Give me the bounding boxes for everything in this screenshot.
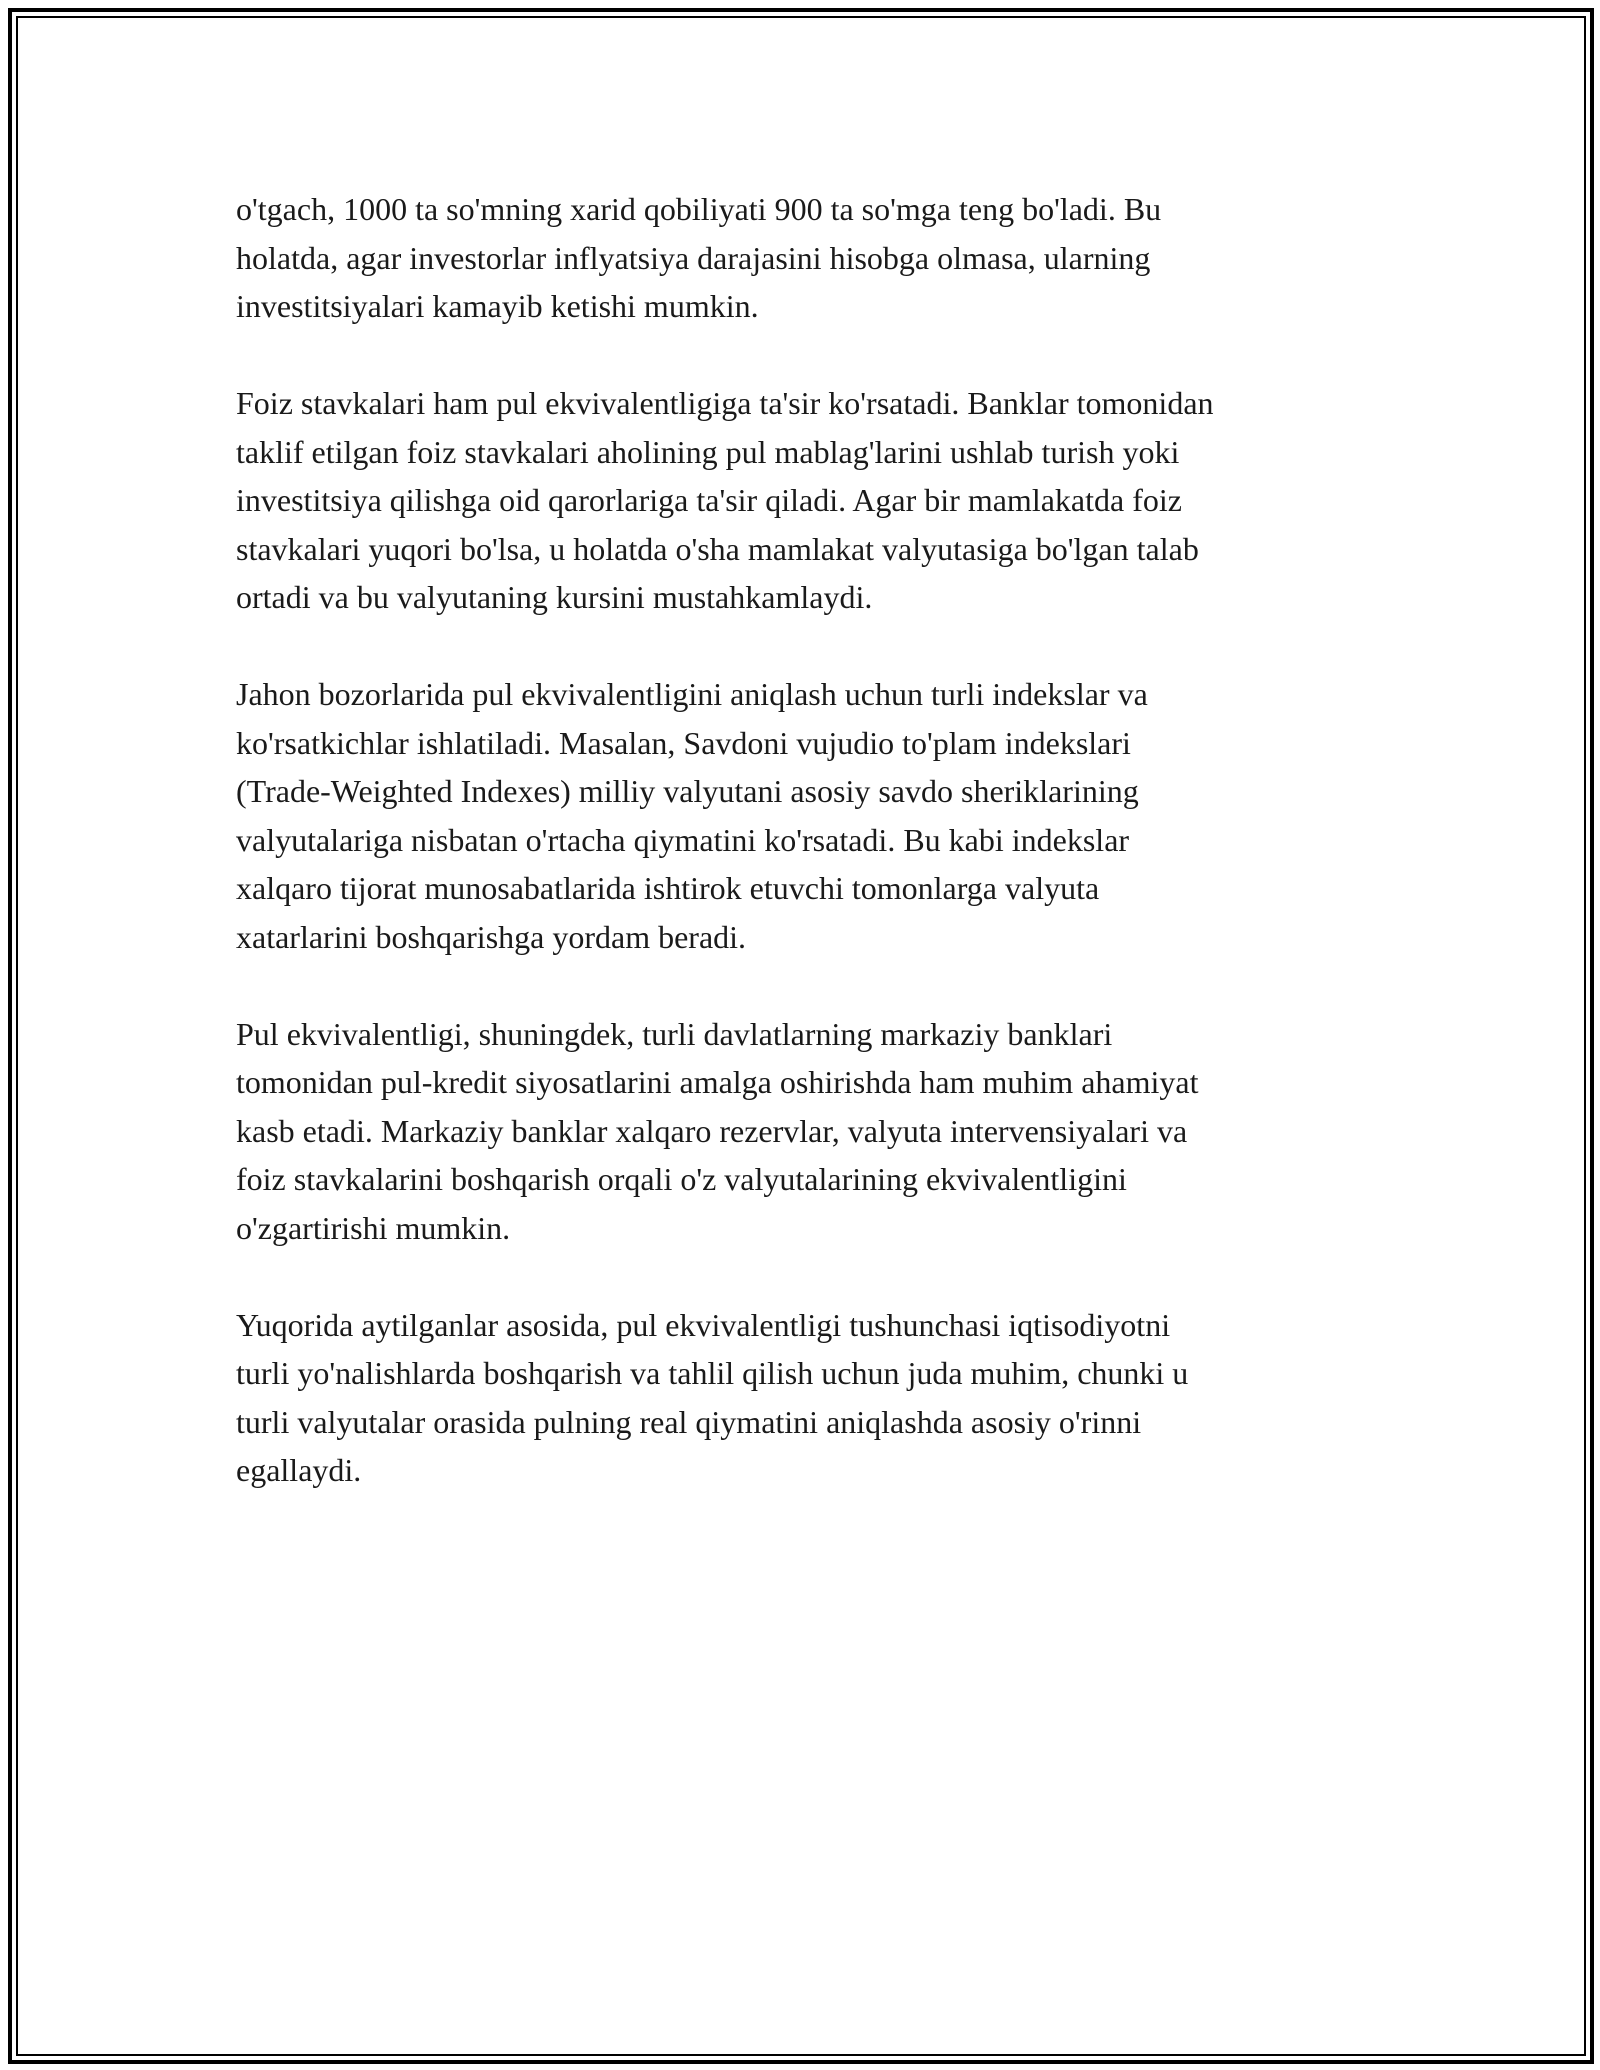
text-line: stavkalari yuqori bo'lsa, u holatda o'sha mamlakat valyutasiga bo'lgan talab bbox=[236, 530, 1199, 567]
text-line: Yuqorida aytilganlar asosida, pul ekvivalentligi tushunchasi iqtisodiyotni bbox=[236, 1306, 1171, 1343]
text-line: Foiz stavkalari ham pul ekvivalentligiga ta'sir ko'rsatadi. Banklar tomonidan bbox=[236, 385, 1214, 421]
document-body bbox=[236, 185, 1376, 1543]
text-line: tomonidan pul-kredit siyosatlarini amalga oshirishda ham muhim ahamiyat bbox=[236, 1064, 1199, 1100]
text-line: investitsiyalari kamayib ketishi mumkin. bbox=[236, 288, 759, 324]
text-line: investitsiya qilishga oid qarorlariga ta'sir qiladi. Agar bir mamlakatda foiz bbox=[236, 482, 1182, 518]
paragraph-interest-rates bbox=[236, 379, 1376, 622]
text-line: turli yo'nalishlarda boshqarish va tahlil qilish uchun juda muhim, chunki u bbox=[236, 1355, 1189, 1391]
paragraph-world-markets bbox=[236, 670, 1376, 961]
text-line: holatda, agar investorlar inflyatsiya darajasini hisobga olmasa, ularning bbox=[236, 239, 1151, 276]
text-line: Jahon bozorlarida pul ekvivalentligini aniqlash uchun turli indekslar va bbox=[236, 676, 1148, 712]
text-line: foiz stavkalarini boshqarish orqali o'z valyutalarining ekvivalentligini bbox=[236, 1161, 1127, 1197]
text-line: o'tgach, 1000 ta so'mning xarid qobiliyati 900 ta so'mga teng bo'ladi. Bu bbox=[236, 191, 1162, 227]
text-line: ortadi va bu valyutaning kursini mustahkamlaydi. bbox=[236, 579, 873, 615]
text-line: o'zgartirishi mumkin. bbox=[236, 1209, 511, 1246]
text-line: (Trade-Weighted Indexes) milliy valyutani asosiy savdo sheriklarining bbox=[236, 773, 1139, 809]
text-line: xatarlarini boshqarishga yordam beradi. bbox=[236, 918, 747, 955]
paragraph-central-banks bbox=[236, 1010, 1376, 1253]
text-line: kasb etadi. Markaziy banklar xalqaro rezervlar, valyuta intervensiyalari va bbox=[236, 1112, 1188, 1149]
text-line: turli valyutalar orasida pulning real qiymatini aniqlashda asosiy o'rinni bbox=[236, 1403, 1142, 1440]
text-line: xalqaro tijorat munosabatlarida ishtirok etuvchi tomonlarga valyuta bbox=[236, 870, 1100, 906]
text-line: ko'rsatkichlar ishlatiladi. Masalan, Savdoni vujudio to'plam indekslari bbox=[236, 724, 1131, 761]
paragraph-inflation bbox=[236, 185, 1376, 331]
paragraph-conclusion bbox=[236, 1301, 1376, 1495]
text-line: valyutalariga nisbatan o'rtacha qiymatini ko'rsatadi. Bu kabi indekslar bbox=[236, 821, 1130, 858]
text-line: Pul ekvivalentligi, shuningdek, turli davlatlarning markaziy banklari bbox=[236, 1015, 1113, 1052]
text-line: egallaydi. bbox=[236, 1452, 362, 1488]
text-line: taklif etilgan foiz stavkalari aholining pul mablag'larini ushlab turish yoki bbox=[236, 433, 1180, 470]
